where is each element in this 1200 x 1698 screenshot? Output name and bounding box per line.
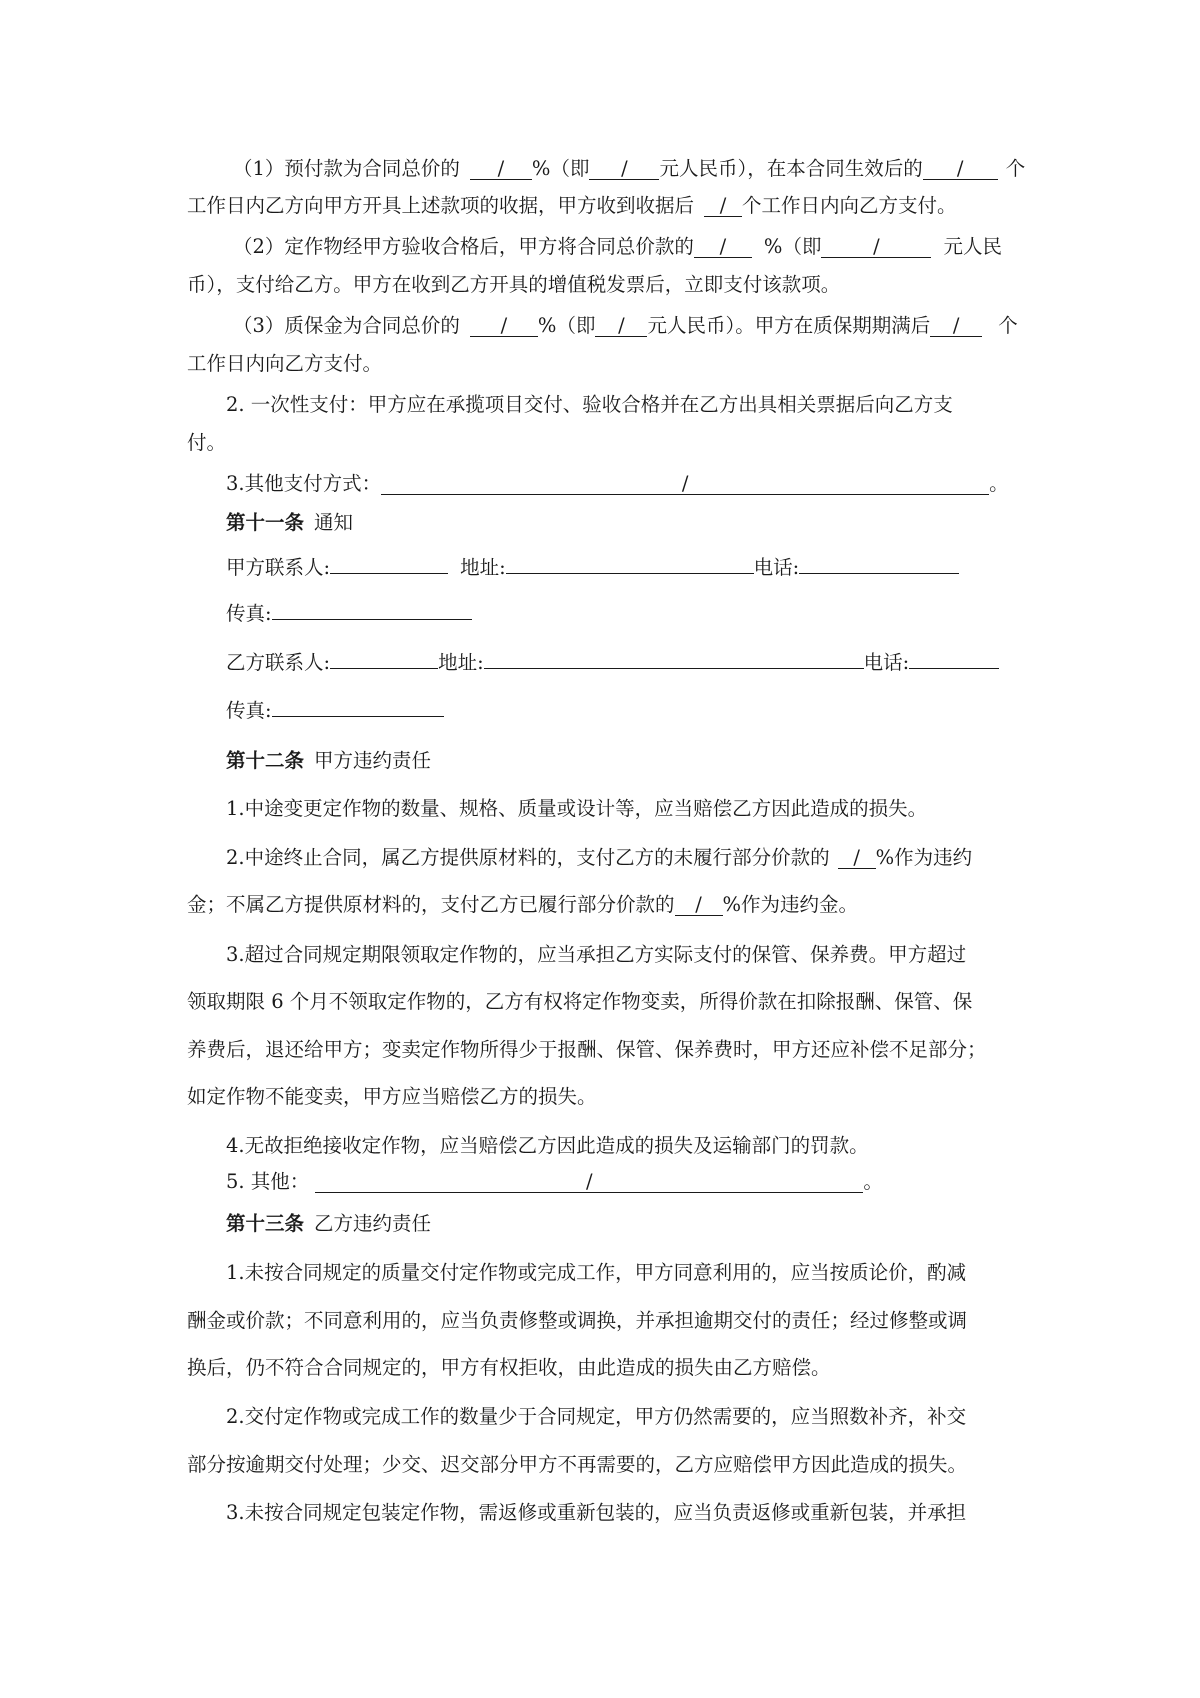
article-12-p3-line-2 — [187, 987, 972, 1017]
party-a-contact-line — [226, 551, 959, 581]
article-13-p2-line-2 — [187, 1450, 967, 1480]
article-12-p2-text-f: %作为违约金。 — [722, 893, 859, 916]
article-13-p2-line-1 — [226, 1402, 966, 1432]
party-b-fax-label: 传真: — [226, 699, 272, 722]
other-blank: / — [381, 472, 989, 495]
payment-item-2-line-1 — [233, 232, 1002, 262]
party-b-fax-line — [226, 694, 444, 724]
item3-text-c: %（即 — [537, 314, 596, 337]
payment-item-1-line-2 — [187, 191, 957, 221]
article-12-p2-text-a: 2.中途终止合同，属乙方提供原材料的，支付乙方的未履行部分价款的 — [226, 846, 830, 869]
item1-blank-percent: / — [470, 157, 532, 180]
lump-sum-line-1 — [226, 390, 953, 420]
article-12-p3-text-a: 3.超过合同规定期限领取定作物的，应当承担乙方实际支付的保管、保养费。甲方超过 — [226, 943, 967, 966]
item1-text-c: %（即 — [531, 157, 590, 180]
article-13-title: 乙方违约责任 — [314, 1212, 432, 1235]
other-text-c: 。 — [989, 472, 1009, 495]
party-a-contact-label: 甲方联系人: — [226, 556, 331, 579]
payment-item-2-line-2 — [187, 270, 840, 300]
party-b-contact-line — [226, 646, 999, 676]
party-b-fax-blank — [272, 694, 444, 717]
item1-blank-days-2: / — [704, 194, 742, 217]
article-12-p1 — [226, 794, 927, 824]
item2-text-f: 币），支付给乙方。甲方在收到乙方开具的增值税发票后，立即支付该款项。 — [187, 273, 841, 296]
article-13-p2-text-b: 部分按逾期交付处理；少交、迟交部分甲方不再需要的，乙方应赔偿甲方因此造成的损失。 — [187, 1453, 968, 1476]
item2-blank-amount: / — [821, 235, 931, 258]
item2-text-c: %（即 — [763, 235, 822, 258]
article-12-p5-blank: / — [315, 1170, 863, 1193]
item1-text-a: （1）预付款为合同总价的 — [233, 157, 460, 180]
article-11-heading — [226, 508, 353, 538]
item3-text-e: 元人民币）。甲方在质保期期满后 — [647, 314, 931, 337]
item1-text-g: 个 — [1005, 157, 1026, 180]
article-12-p2-blank-1: / — [838, 846, 876, 869]
other-text-a: 3.其他支付方式： — [226, 472, 382, 495]
article-12-p4-text: 4.无故拒绝接收定作物，应当赔偿乙方因此造成的损失及运输部门的罚款。 — [226, 1134, 869, 1157]
article-13-p1-line-3 — [187, 1353, 831, 1383]
article-12-p1-text: 1.中途变更定作物的数量、规格、质量或设计等，应当赔偿乙方因此造成的损失。 — [226, 797, 928, 820]
article-12-p3-line-4 — [187, 1082, 597, 1112]
party-a-fax-label: 传真: — [226, 602, 272, 625]
item1-text-e: 元人民币），在本合同生效后的 — [659, 157, 923, 180]
article-11-number: 第十一条 — [226, 511, 305, 534]
party-b-phone-blank — [909, 646, 999, 669]
party-a-address-blank — [506, 551, 754, 574]
article-12-p3-text-c: 养费后，退还给甲方；变卖定作物所得少于报酬、保管、保养费时，甲方还应补偿不足部分； — [187, 1038, 987, 1061]
article-12-title: 甲方违约责任 — [314, 749, 432, 772]
party-a-phone-label: 电话: — [753, 556, 800, 579]
item1-blank-amount: / — [589, 157, 659, 180]
item2-blank-percent: / — [694, 235, 752, 258]
article-13-heading — [226, 1209, 431, 1239]
party-a-phone-blank — [799, 551, 959, 574]
payment-item-1-line-1 — [233, 154, 1025, 184]
party-b-contact-label: 乙方联系人: — [226, 651, 331, 674]
article-12-heading — [226, 746, 431, 776]
lump-sum-line-2 — [187, 428, 226, 458]
article-13-p1-text-a: 1.未按合同规定的质量交付定作物或完成工作，甲方同意利用的，应当按质论价，酌减 — [226, 1261, 967, 1284]
party-a-fax-line — [226, 597, 472, 627]
party-b-address-blank — [484, 646, 864, 669]
article-12-p2-text-c: %作为违约 — [875, 846, 973, 869]
item1-text-j: 个工作日内向乙方支付。 — [742, 194, 957, 217]
item3-text-h: 工作日内向乙方支付。 — [187, 352, 383, 375]
item3-text-a: （3）质保金为合同总价的 — [233, 314, 460, 337]
article-12-p3-line-1 — [226, 940, 966, 970]
article-12-p2-line-2 — [187, 890, 858, 920]
article-13-p2-text-a: 2.交付定作物或完成工作的数量少于合同规定，甲方仍然需要的，应当照数补齐，补交 — [226, 1405, 967, 1428]
party-b-address-label: 地址: — [438, 651, 484, 674]
item3-blank-days: / — [930, 314, 982, 337]
item2-text-a: （2）定作物经甲方验收合格后，甲方将合同总价款的 — [233, 235, 694, 258]
lump-text-a: 2. 一次性支付：甲方应在承揽项目交付、验收合格并在乙方出具相关票据后向乙方支 — [226, 393, 953, 416]
article-13-p3-line-1 — [226, 1498, 966, 1528]
article-13-p3-text-a: 3.未按合同规定包装定作物，需返修或重新包装的，应当负责返修或重新包装，并承担 — [226, 1501, 967, 1524]
item3-text-g: 个 — [998, 314, 1018, 337]
other-payment-line — [226, 469, 1009, 499]
party-b-contact-blank — [330, 646, 438, 669]
party-b-phone-label: 电话: — [863, 651, 910, 674]
item3-blank-amount: / — [595, 314, 647, 337]
article-13-p1-line-1 — [226, 1258, 966, 1288]
article-13-p1-text-b: 酬金或价款；不同意利用的，应当负责修整或调换，并承担逾期交付的责任；经过修整或调 — [187, 1309, 968, 1332]
article-12-p5-text-c: 。 — [863, 1170, 883, 1193]
article-11-title: 通知 — [314, 511, 354, 534]
party-a-address-label: 地址: — [460, 556, 506, 579]
item1-text-h: 工作日内乙方向甲方开具上述款项的收据，甲方收到收据后 — [187, 194, 695, 217]
article-12-p3-text-d: 如定作物不能变卖，甲方应当赔偿乙方的损失。 — [187, 1085, 597, 1108]
article-13-p1-text-c: 换后，仍不符合合同规定的，甲方有权拒收，由此造成的损失由乙方赔偿。 — [187, 1356, 831, 1379]
party-a-contact-blank — [330, 551, 448, 574]
article-12-p5 — [226, 1167, 883, 1197]
payment-item-3-line-1 — [233, 311, 1018, 341]
article-12-p2-blank-2: / — [675, 893, 723, 916]
article-12-p5-text-a: 5. 其他： — [226, 1170, 310, 1193]
article-13-p1-line-2 — [187, 1306, 967, 1336]
article-12-p4 — [226, 1131, 869, 1161]
article-12-p2-text-d: 金；不属乙方提供原材料的，支付乙方已履行部分价款的 — [187, 893, 675, 916]
article-12-p2-line-1 — [226, 843, 972, 873]
item2-text-e: 元人民 — [943, 235, 1002, 258]
article-12-p3-text-b: 领取期限 6 个月不领取定作物的，乙方有权将定作物变卖，所得价款在扣除报酬、保管、保 — [187, 990, 973, 1013]
article-12-p3-line-3 — [187, 1035, 987, 1065]
lump-text-b: 付。 — [187, 431, 227, 454]
payment-item-3-line-2 — [187, 349, 382, 379]
item1-blank-days: / — [923, 157, 998, 180]
item3-blank-percent: / — [470, 314, 538, 337]
article-13-number: 第十三条 — [226, 1212, 305, 1235]
party-a-fax-blank — [272, 597, 472, 620]
article-12-number: 第十二条 — [226, 749, 305, 772]
